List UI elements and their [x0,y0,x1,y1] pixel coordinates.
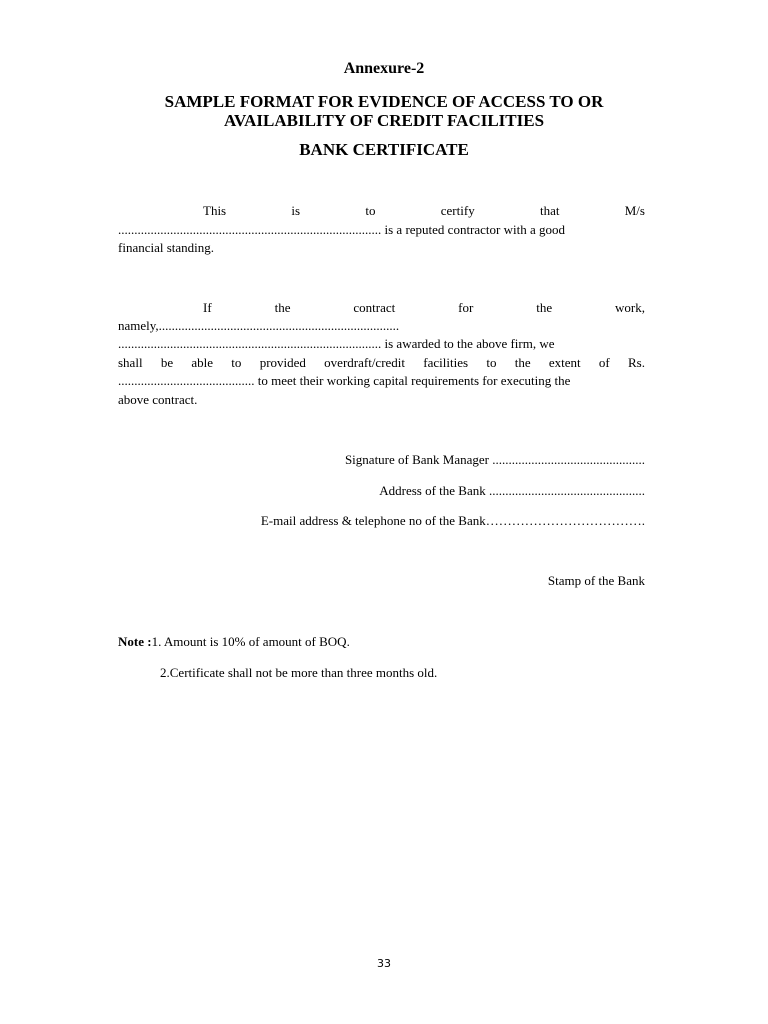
para2-line5: .......................................... to meet their working capital requirements for executing the [118,373,571,388]
para2-line2: namely,.......................................................................... [118,318,400,333]
para1-word: to [365,203,376,218]
note-item-2: 2.Certificate shall not be more than three months old. [160,665,438,680]
para2-line3: ................................................................................. is awarded to the above firm, we [118,336,555,351]
para2-line4: shall be able to provided overdraft/credit facilities to the extent of Rs. [118,355,645,370]
para2-word: If [203,300,212,315]
para2-line6: above contract. [118,392,198,407]
note-1 [118,634,350,650]
para2-word: for [458,300,474,315]
note-label: Note : [118,634,152,649]
bank-address: Address of the Bank ................................................ [379,483,645,498]
page-number: 33 [377,957,391,970]
para2-word: the [536,300,553,315]
para1-word: M/s [624,203,645,218]
note-item-1: 1. Amount is 10% of amount of BOQ. [151,634,350,649]
para1-line2: ................................................................................. is a reputed contractor with a good [118,222,565,237]
para2-line1 [203,300,645,315]
document-title-line-1: SAMPLE FORMAT FOR EVIDENCE OF ACCESS TO OR [164,92,604,111]
para1-line3: financial standing. [118,240,215,255]
bank-stamp: Stamp of the Bank [547,573,645,588]
para1-word: certify [440,203,475,218]
para1-word: This [203,203,227,218]
bank-manager-signature: Signature of Bank Manager ............................................... [344,452,645,467]
annexure-heading: Annexure-2 [343,60,425,77]
para1-word: that [539,203,560,218]
para2-word: the [274,300,291,315]
certificate-heading: BANK CERTIFICATE [299,140,469,159]
para1-word: is [291,203,301,218]
document-title-line-2: AVAILABILITY OF CREDIT FACILITIES [223,111,545,130]
para2-word: contract [353,300,396,315]
bank-contact: E-mail address & telephone no of the Bank………………………………. [260,513,645,528]
para2-word: work, [615,300,645,315]
para1-line1 [203,203,645,218]
